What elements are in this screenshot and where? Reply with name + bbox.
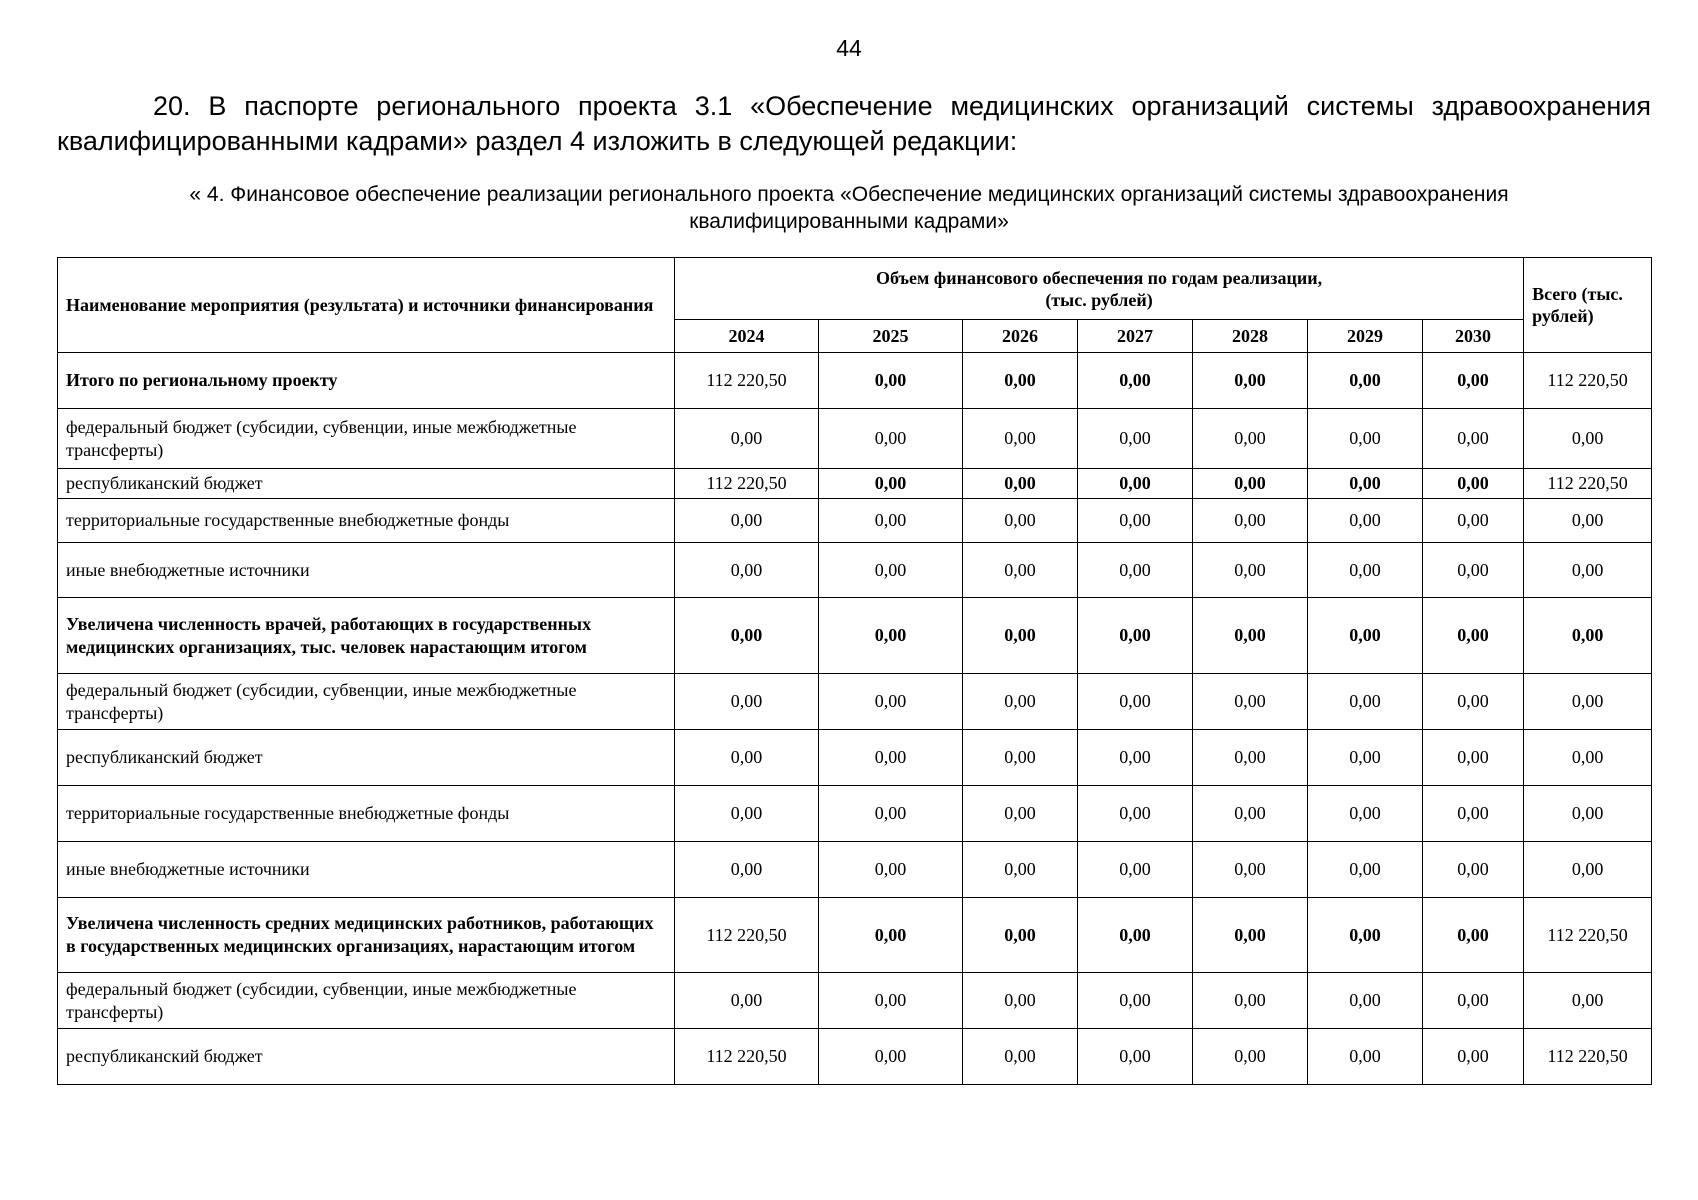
table-row [58, 598, 1652, 674]
value-cell-2024: 0,00 [675, 409, 819, 469]
value-cell-2026: 0,00 [963, 499, 1078, 543]
value-cell-2028: 0,00 [1193, 499, 1308, 543]
section-heading-line-2: квалифицированными кадрами» [689, 210, 1009, 233]
value-cell-2024: 0,00 [675, 598, 819, 674]
table-row [58, 973, 1652, 1029]
value-cell-2025: 0,00 [819, 598, 963, 674]
total-cell: 0,00 [1524, 730, 1652, 786]
value-cell-2026: 0,00 [963, 786, 1078, 842]
value-cell-2026: 0,00 [963, 973, 1078, 1029]
row-name: иные внебюджетные источники [58, 842, 675, 898]
header-years-group-line-1: Объем финансового обеспечения по годам реализации, [875, 267, 1323, 288]
table-row [58, 543, 1652, 598]
total-cell: 112 220,50 [1524, 1029, 1652, 1085]
value-cell-2025: 0,00 [819, 353, 963, 409]
table-row [58, 1029, 1652, 1085]
value-cell-2027: 0,00 [1078, 353, 1193, 409]
value-cell-2024: 112 220,50 [675, 1029, 819, 1085]
value-cell-2028: 0,00 [1193, 409, 1308, 469]
table-row [58, 353, 1652, 409]
value-cell-2024: 112 220,50 [675, 469, 819, 499]
value-cell-2030: 0,00 [1423, 786, 1524, 842]
row-name: федеральный бюджет (субсидии, субвенции, иные межбюджетные трансферты) [58, 409, 675, 469]
value-cell-2028: 0,00 [1193, 786, 1308, 842]
value-cell-2025: 0,00 [819, 730, 963, 786]
section-heading-line-1: « 4. Финансовое обеспечение реализации регионального проекта «Обеспечение медицинских организаций системы здравоохранения [189, 183, 1509, 206]
value-cell-2030: 0,00 [1423, 674, 1524, 730]
value-cell-2025: 0,00 [819, 1029, 963, 1085]
header-name: Наименование мероприятия (результата) и источники финансирования [58, 258, 675, 353]
value-cell-2030: 0,00 [1423, 1029, 1524, 1085]
header-year-2025: 2025 [819, 320, 963, 353]
value-cell-2026: 0,00 [963, 730, 1078, 786]
total-cell: 0,00 [1524, 543, 1652, 598]
total-cell: 0,00 [1524, 674, 1652, 730]
value-cell-2024: 0,00 [675, 973, 819, 1029]
value-cell-2025: 0,00 [819, 898, 963, 973]
value-cell-2024: 0,00 [675, 499, 819, 543]
value-cell-2028: 0,00 [1193, 674, 1308, 730]
value-cell-2029: 0,00 [1308, 973, 1423, 1029]
value-cell-2028: 0,00 [1193, 842, 1308, 898]
header-years-group-line-2: (тыс. рублей) [1045, 289, 1153, 310]
value-cell-2029: 0,00 [1308, 543, 1423, 598]
total-cell: 0,00 [1524, 598, 1652, 674]
value-cell-2027: 0,00 [1078, 973, 1193, 1029]
value-cell-2027: 0,00 [1078, 786, 1193, 842]
header-year-2030: 2030 [1423, 320, 1524, 353]
header-year-2024: 2024 [675, 320, 819, 353]
amendment-paragraph: 20. В паспорте регионального проекта 3.1 «Обеспечение медицинских организаций системы здравоохранения квалифицированными кадрами» раздел 4 изложить в следующей редакции: [57, 91, 1651, 156]
row-name: республиканский бюджет [58, 469, 675, 499]
total-cell: 112 220,50 [1524, 353, 1652, 409]
value-cell-2029: 0,00 [1308, 1029, 1423, 1085]
value-cell-2028: 0,00 [1193, 730, 1308, 786]
table-body [58, 353, 1652, 1085]
value-cell-2027: 0,00 [1078, 730, 1193, 786]
value-cell-2029: 0,00 [1308, 786, 1423, 842]
total-cell: 0,00 [1524, 786, 1652, 842]
value-cell-2025: 0,00 [819, 786, 963, 842]
value-cell-2028: 0,00 [1193, 973, 1308, 1029]
value-cell-2025: 0,00 [819, 543, 963, 598]
financing-table [57, 257, 1652, 1085]
value-cell-2026: 0,00 [963, 598, 1078, 674]
value-cell-2026: 0,00 [963, 353, 1078, 409]
total-cell: 0,00 [1524, 973, 1652, 1029]
value-cell-2030: 0,00 [1423, 598, 1524, 674]
value-cell-2030: 0,00 [1423, 730, 1524, 786]
value-cell-2026: 0,00 [963, 898, 1078, 973]
value-cell-2029: 0,00 [1308, 674, 1423, 730]
value-cell-2028: 0,00 [1193, 598, 1308, 674]
page-number: 44 [836, 35, 862, 61]
row-name: федеральный бюджет (субсидии, субвенции, иные межбюджетные трансферты) [58, 674, 675, 730]
value-cell-2027: 0,00 [1078, 469, 1193, 499]
value-cell-2030: 0,00 [1423, 469, 1524, 499]
value-cell-2030: 0,00 [1423, 499, 1524, 543]
table-row [58, 469, 1652, 499]
value-cell-2027: 0,00 [1078, 499, 1193, 543]
table-row [58, 674, 1652, 730]
value-cell-2027: 0,00 [1078, 674, 1193, 730]
value-cell-2026: 0,00 [963, 1029, 1078, 1085]
row-name: территориальные государственные внебюджетные фонды [58, 499, 675, 543]
value-cell-2024: 0,00 [675, 842, 819, 898]
row-name: федеральный бюджет (субсидии, субвенции, иные межбюджетные трансферты) [58, 973, 675, 1029]
value-cell-2029: 0,00 [1308, 469, 1423, 499]
header-total: Всего (тыс. рублей) [1524, 258, 1652, 353]
header-year-2026: 2026 [963, 320, 1078, 353]
total-cell: 0,00 [1524, 409, 1652, 469]
value-cell-2027: 0,00 [1078, 543, 1193, 598]
table-row [58, 730, 1652, 786]
value-cell-2024: 0,00 [675, 674, 819, 730]
value-cell-2026: 0,00 [963, 543, 1078, 598]
total-cell: 112 220,50 [1524, 898, 1652, 973]
row-name: Итого по региональному проекту [58, 353, 675, 409]
value-cell-2028: 0,00 [1193, 543, 1308, 598]
value-cell-2027: 0,00 [1078, 1029, 1193, 1085]
value-cell-2030: 0,00 [1423, 543, 1524, 598]
value-cell-2024: 0,00 [675, 543, 819, 598]
table-row [58, 898, 1652, 973]
value-cell-2028: 0,00 [1193, 353, 1308, 409]
value-cell-2030: 0,00 [1423, 409, 1524, 469]
value-cell-2030: 0,00 [1423, 353, 1524, 409]
value-cell-2029: 0,00 [1308, 730, 1423, 786]
value-cell-2025: 0,00 [819, 409, 963, 469]
value-cell-2026: 0,00 [963, 409, 1078, 469]
value-cell-2025: 0,00 [819, 973, 963, 1029]
header-year-2028: 2028 [1193, 320, 1308, 353]
value-cell-2026: 0,00 [963, 674, 1078, 730]
header-year-2029: 2029 [1308, 320, 1423, 353]
header-years-group [675, 258, 1524, 320]
row-name: Увеличена численность средних медицинских работников, работающих в государственных медицинских организациях, нарастающим итогом [58, 898, 675, 973]
value-cell-2030: 0,00 [1423, 842, 1524, 898]
total-cell: 112 220,50 [1524, 469, 1652, 499]
value-cell-2027: 0,00 [1078, 898, 1193, 973]
value-cell-2028: 0,00 [1193, 469, 1308, 499]
value-cell-2025: 0,00 [819, 469, 963, 499]
table-row [58, 499, 1652, 543]
value-cell-2026: 0,00 [963, 842, 1078, 898]
value-cell-2027: 0,00 [1078, 842, 1193, 898]
value-cell-2025: 0,00 [819, 674, 963, 730]
row-name: республиканский бюджет [58, 1029, 675, 1085]
row-name: Увеличена численность врачей, работающих в государственных медицинских организациях, тыс. человек нарастающим итогом [58, 598, 675, 674]
total-cell: 0,00 [1524, 499, 1652, 543]
value-cell-2027: 0,00 [1078, 598, 1193, 674]
total-cell: 0,00 [1524, 842, 1652, 898]
value-cell-2024: 0,00 [675, 730, 819, 786]
table-row [58, 786, 1652, 842]
value-cell-2029: 0,00 [1308, 898, 1423, 973]
value-cell-2030: 0,00 [1423, 973, 1524, 1029]
value-cell-2024: 112 220,50 [675, 898, 819, 973]
value-cell-2024: 112 220,50 [675, 353, 819, 409]
value-cell-2028: 0,00 [1193, 898, 1308, 973]
value-cell-2027: 0,00 [1078, 409, 1193, 469]
row-name: республиканский бюджет [58, 730, 675, 786]
value-cell-2029: 0,00 [1308, 409, 1423, 469]
value-cell-2029: 0,00 [1308, 499, 1423, 543]
row-name: иные внебюджетные источники [58, 543, 675, 598]
section-heading [145, 181, 1553, 235]
value-cell-2025: 0,00 [819, 499, 963, 543]
value-cell-2026: 0,00 [963, 469, 1078, 499]
value-cell-2030: 0,00 [1423, 898, 1524, 973]
value-cell-2029: 0,00 [1308, 353, 1423, 409]
table-row [58, 842, 1652, 898]
row-name: территориальные государственные внебюджетные фонды [58, 786, 675, 842]
value-cell-2029: 0,00 [1308, 598, 1423, 674]
value-cell-2025: 0,00 [819, 842, 963, 898]
value-cell-2029: 0,00 [1308, 842, 1423, 898]
value-cell-2024: 0,00 [675, 786, 819, 842]
value-cell-2028: 0,00 [1193, 1029, 1308, 1085]
header-year-2027: 2027 [1078, 320, 1193, 353]
table-row [58, 409, 1652, 469]
